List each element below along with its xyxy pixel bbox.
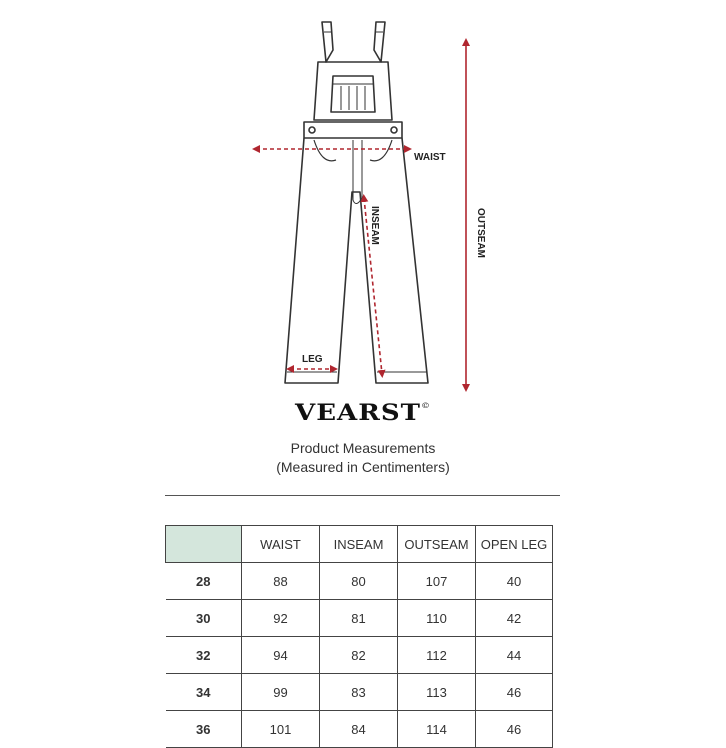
- table-row: [166, 600, 553, 637]
- measurement-cell: 113: [398, 674, 476, 711]
- table-row: [166, 711, 553, 748]
- measurement-cell: 110: [398, 600, 476, 637]
- subtitle-line-1: Product Measurements: [290, 440, 436, 456]
- measurement-cell: 92: [242, 600, 320, 637]
- size-cell: 28: [166, 563, 242, 600]
- brand-logo: [0, 400, 726, 426]
- size-chart-table: [165, 525, 553, 748]
- measurement-cell: 46: [476, 674, 553, 711]
- brand-mark: ©: [420, 401, 431, 411]
- header-open-leg: OPEN LEG: [476, 526, 553, 563]
- measurement-cell: 99: [242, 674, 320, 711]
- measurement-cell: 42: [476, 600, 553, 637]
- measurement-cell: 84: [320, 711, 398, 748]
- size-cell: 30: [166, 600, 242, 637]
- header-inseam: INSEAM: [320, 526, 398, 563]
- header-outseam: OUTSEAM: [398, 526, 476, 563]
- measurement-cell: 83: [320, 674, 398, 711]
- table-row: [166, 674, 553, 711]
- brand-name: VEARST: [295, 400, 421, 426]
- leg-label: LEG: [302, 354, 323, 365]
- measurement-cell: 101: [242, 711, 320, 748]
- outseam-label: OUTSEAM: [475, 208, 486, 258]
- table-row: [166, 563, 553, 600]
- header-row: [166, 526, 553, 563]
- overalls-outline: [285, 22, 428, 383]
- measurement-arrows: [256, 42, 466, 388]
- measurement-cell: 80: [320, 563, 398, 600]
- measurement-cell: 94: [242, 637, 320, 674]
- measurement-cell: 44: [476, 637, 553, 674]
- divider-line: [165, 495, 560, 496]
- table-row: [166, 637, 553, 674]
- header-waist: WAIST: [242, 526, 320, 563]
- measurement-cell: 114: [398, 711, 476, 748]
- size-cell: 36: [166, 711, 242, 748]
- size-cell: 34: [166, 674, 242, 711]
- measurement-cell: 112: [398, 637, 476, 674]
- measurement-cell: 40: [476, 563, 553, 600]
- header-corner-cell: [166, 526, 242, 563]
- measurement-cell: 82: [320, 637, 398, 674]
- inseam-label: INSEAM: [369, 206, 380, 245]
- waist-label: WAIST: [414, 152, 446, 163]
- size-cell: 32: [166, 637, 242, 674]
- measurement-cell: 88: [242, 563, 320, 600]
- measurement-cell: 46: [476, 711, 553, 748]
- measurement-cell: 107: [398, 563, 476, 600]
- subtitle-line-2: (Measured in Centimenters): [276, 459, 450, 475]
- measurement-cell: 81: [320, 600, 398, 637]
